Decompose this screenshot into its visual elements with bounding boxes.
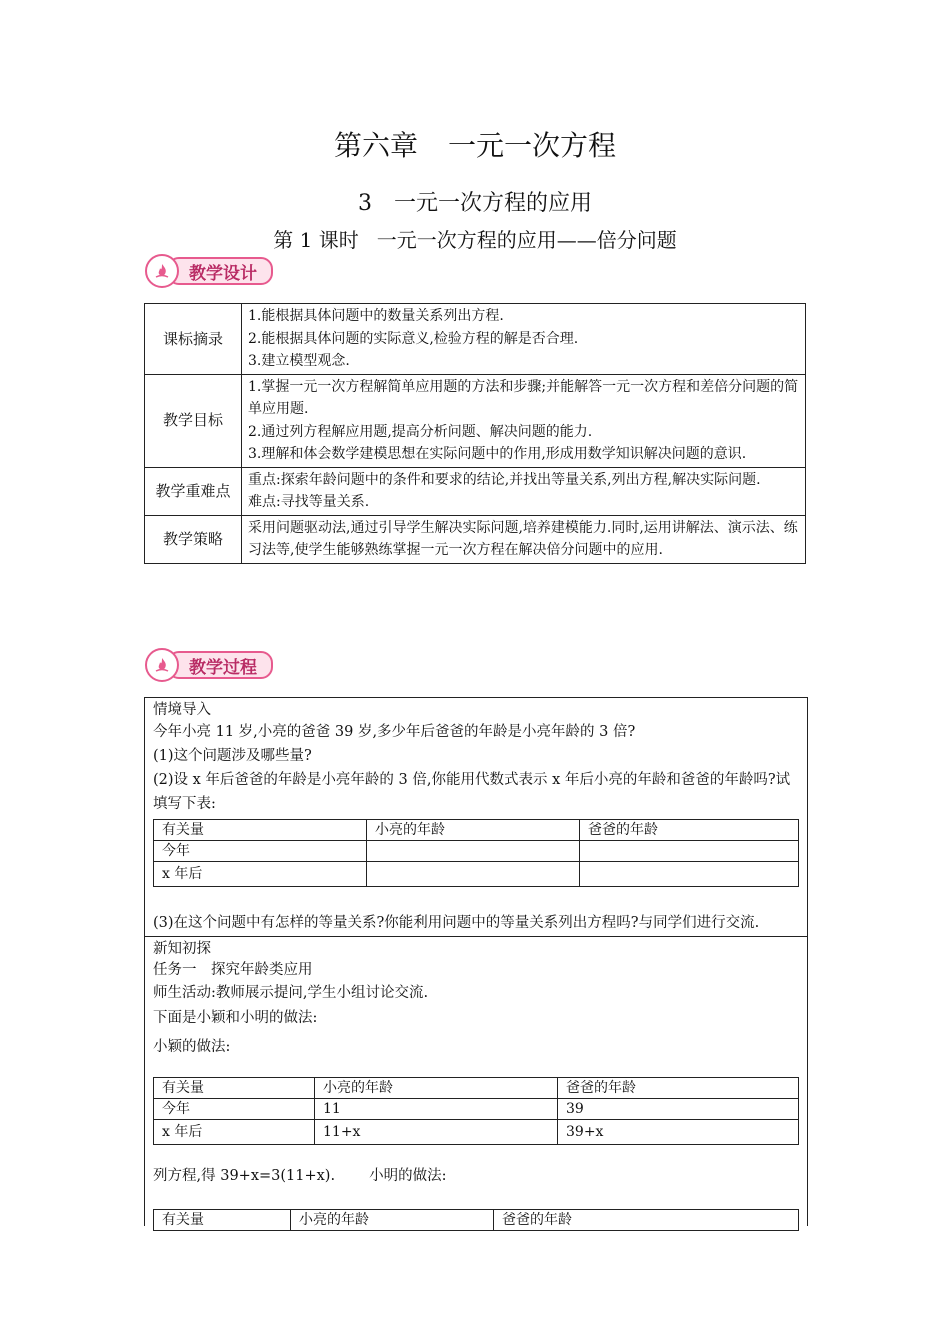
- ying-label: 小颖的做法:: [153, 1039, 231, 1055]
- header-cell: 小亮的年龄: [291, 1210, 494, 1231]
- design-badge: [145, 254, 273, 288]
- methods-intro: 下面是小颖和小明的做法:: [153, 1010, 318, 1026]
- header-cell: 小亮的年龄: [315, 1078, 558, 1099]
- chapter-number: 第六章: [333, 129, 418, 162]
- explore-heading: 新知初探: [153, 941, 211, 957]
- question-3: (3)在这个问题中有怎样的等量关系?你能利用问题中的等量关系列出方程吗?与同学们进行交流.: [153, 915, 760, 931]
- table-row: [154, 841, 799, 862]
- header-cell: 爸爸的年龄: [494, 1210, 799, 1231]
- header-cell: 有关量: [154, 1078, 315, 1099]
- table-cell: [367, 862, 580, 887]
- table-row: [145, 467, 806, 515]
- section-name: 一元一次方程的应用: [393, 191, 592, 216]
- row-label: 课标摘录: [145, 304, 242, 375]
- row-content: [242, 467, 806, 515]
- process-badge-label: 教学过程: [167, 651, 273, 679]
- row-content: [242, 304, 806, 375]
- chapter-title: [0, 124, 950, 164]
- row-label: 教学目标: [145, 374, 242, 467]
- process-badge: [145, 648, 273, 682]
- table-header-row: [154, 820, 799, 841]
- question-1: (1)这个问题涉及哪些量?: [153, 748, 312, 764]
- table-cell: 今年: [154, 841, 367, 862]
- intro-heading: 情境导入: [153, 702, 211, 718]
- line: 3.建立模型观念.: [248, 353, 350, 369]
- flame-icon: [145, 648, 179, 682]
- table-cell: x 年后: [154, 1120, 315, 1145]
- line: 采用问题驱动法,通过引导学生解决实际问题,培养建模能力.同时,运用讲解法、演示法、练习法等,使学生能够熟练掌握一元一次方程在解决倍分问题中的应用.: [248, 519, 798, 558]
- table-header-row: [154, 1210, 799, 1231]
- line: 重点:探索年龄问题中的条件和要求的结论,并找出等量关系,列出方程,解决实际问题.: [248, 471, 761, 488]
- table-row: [145, 515, 806, 563]
- intro-block: [145, 698, 807, 936]
- line: 3.理解和体会数学建模思想在实际问题中的作用,形成用数学知识解决问题的意识.: [248, 446, 747, 462]
- table-cell: [367, 841, 580, 862]
- row-label: 教学策略: [145, 515, 242, 563]
- table-cell: 今年: [154, 1099, 315, 1120]
- header-cell: 有关量: [154, 820, 367, 841]
- line: 1.能根据具体问题中的数量关系列出方程.: [248, 308, 504, 324]
- header-cell: 小亮的年龄: [367, 820, 580, 841]
- flame-icon: [145, 254, 179, 288]
- ying-table: [153, 1077, 799, 1145]
- row-label: 教学重难点: [145, 467, 242, 515]
- section-number: 3: [357, 191, 372, 216]
- question-2: (2)设 x 年后爸爸的年龄是小亮年龄的 3 倍,你能用代数式表示 x 年后小亮的年龄和爸爸的年龄吗?试填写下表:: [153, 772, 791, 812]
- task-title: 任务一 探究年龄类应用: [153, 962, 313, 978]
- table-cell: [580, 841, 799, 862]
- table-row: [145, 374, 806, 467]
- explore-block: [145, 936, 807, 1231]
- lesson-title: [0, 224, 950, 253]
- header-cell: 有关量: [154, 1210, 291, 1231]
- chapter-name: 一元一次方程: [448, 129, 617, 162]
- table-cell: x 年后: [154, 862, 367, 887]
- line: 1.掌握一元一次方程解简单应用题的方法和步骤;并能解答一元一次方程和差倍分问题的简单应用题.: [248, 378, 799, 417]
- table-cell: 11+x: [315, 1120, 558, 1145]
- line: 2.能根据具体问题的实际意义,检验方程的解是否合理.: [248, 330, 579, 347]
- equation-text: 列方程,得 39+x=3(11+x).: [153, 1168, 336, 1184]
- intro-table: [153, 819, 799, 887]
- activity-text: 师生活动:教师展示提问,学生小组讨论交流.: [153, 985, 429, 1001]
- table-cell: [580, 862, 799, 887]
- line: 2.通过列方程解应用题,提高分析问题、解决问题的能力.: [248, 423, 593, 440]
- table-row: [154, 1099, 799, 1120]
- lesson-number: 第 1 课时: [273, 228, 359, 252]
- ming-table: [153, 1209, 799, 1231]
- header-cell: 爸爸的年龄: [580, 820, 799, 841]
- process-box: [144, 697, 808, 1226]
- line: 难点:寻找等量关系.: [248, 494, 370, 510]
- table-cell: 39+x: [558, 1120, 799, 1145]
- row-content: [242, 374, 806, 467]
- design-badge-label: 教学设计: [167, 257, 273, 285]
- design-table: [144, 303, 806, 564]
- ming-label: 小明的做法:: [369, 1168, 447, 1184]
- lesson-name: 一元一次方程的应用——倍分问题: [376, 228, 677, 252]
- section-title: [0, 186, 950, 217]
- table-cell: 11: [315, 1099, 558, 1120]
- equation-line: [153, 1163, 799, 1189]
- table-header-row: [154, 1078, 799, 1099]
- table-row: [154, 1120, 799, 1145]
- table-row: [154, 862, 799, 887]
- table-row: [145, 304, 806, 375]
- header-cell: 爸爸的年龄: [558, 1078, 799, 1099]
- intro-problem: 今年小亮 11 岁,小亮的爸爸 39 岁,多少年后爸爸的年龄是小亮年龄的 3 倍?: [153, 724, 636, 740]
- row-content: [242, 515, 806, 563]
- table-cell: 39: [558, 1099, 799, 1120]
